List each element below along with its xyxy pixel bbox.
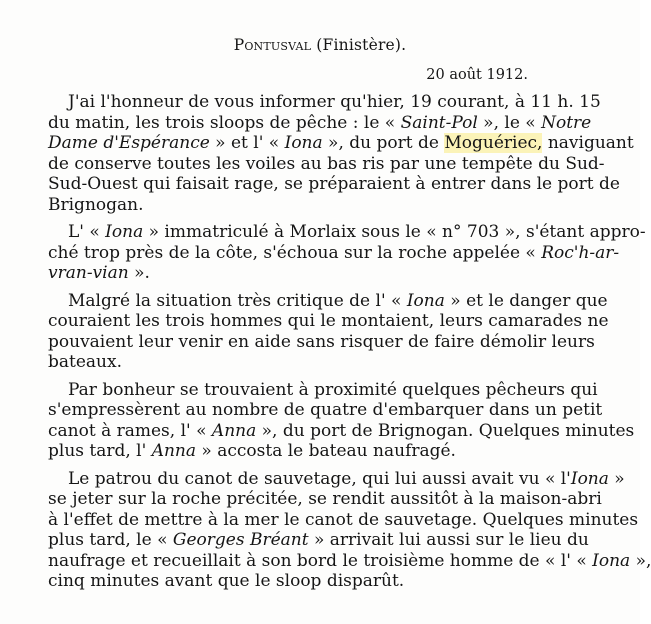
italic-term: Georges Bréant xyxy=(172,530,309,550)
text-line: à l'effet de mettre à la mer le canot de sauvetage. Quelques minutes xyxy=(48,509,639,530)
text-line: plus tard, l' Anna » accosta le bateau naufragé. xyxy=(48,441,456,461)
text-line: vran-vian ». xyxy=(48,263,150,283)
italic-term: Anna xyxy=(151,441,197,461)
text-line: de conserve toutes les voiles au bas ris par une tempête du Sud- xyxy=(48,153,605,174)
text-line: L' « Iona » immatriculé à Morlaix sous le « n° 703 », s'étant appro- xyxy=(68,222,646,242)
paragraph xyxy=(48,222,646,284)
italic-term: Iona xyxy=(592,550,631,571)
paragraph xyxy=(48,468,651,592)
document-heading xyxy=(0,36,640,54)
text-line: Sud-Ouest qui faisait rage, se préparaient à entrer dans le port de xyxy=(48,174,620,194)
italic-term: Notre xyxy=(541,112,592,133)
text-line: cinq minutes avant que le sloop disparût. xyxy=(48,571,405,591)
text-line: naufrage et recueillait à son bord le troisième homme de « l' « Iona », xyxy=(48,550,651,571)
text-line: Le patrou du canot de sauvetage, qui lui aussi avait vu « l'Iona » xyxy=(68,468,625,489)
text-line: se jeter sur la roche précitée, se rendit aussitôt à la maison-abri xyxy=(48,489,602,509)
paragraph xyxy=(48,290,609,373)
heading-place: Pontusval xyxy=(233,36,312,54)
text-line: ché trop près de la côte, s'échoua sur la roche appelée « Roc'h-ar- xyxy=(48,242,620,263)
italic-term: Iona xyxy=(406,290,445,311)
text-line: Dame d'Espérance » et l' « Iona », du port de Moguériec, naviguant xyxy=(48,133,634,153)
text-line: canot à rames, l' « Anna », du port de Brignogan. Quelques minutes xyxy=(48,420,635,441)
italic-term: Iona xyxy=(105,222,144,242)
text-line: Par bonheur se trouvaient à proximité quelques pêcheurs qui xyxy=(68,379,598,400)
italic-term: Iona xyxy=(570,468,609,489)
highlighted-word: Moguériec, xyxy=(444,133,543,153)
text-line: bateaux. xyxy=(48,352,122,372)
text-line: couraient les trois hommes qui le montaient, leurs camarades ne xyxy=(48,311,609,331)
text-line: plus tard, le « Georges Bréant » arrivait lui aussi sur le lieu du xyxy=(48,530,589,550)
text-line: pouvaient leur venir en aide sans risquer de faire démolir leurs xyxy=(48,331,595,352)
text-line: du matin, les trois sloops de pêche : le « Saint-Pol », le « Notre xyxy=(48,112,592,133)
italic-term: Dame d'Espérance xyxy=(48,133,210,153)
heading-region: (Finistère). xyxy=(316,36,407,54)
italic-term: Iona xyxy=(284,133,323,153)
italic-term: Roc'h-ar- xyxy=(541,242,620,263)
document-body xyxy=(48,92,651,599)
paragraph xyxy=(48,379,635,462)
text-line: Brignogan. xyxy=(48,194,144,215)
text-line: s'empressèrent au nombre de quatre d'embarquer dans un petit xyxy=(48,400,603,420)
text-line: J'ai l'honneur de vous informer qu'hier, 19 courant, à 11 h. 15 xyxy=(68,92,601,112)
italic-term: Anna xyxy=(211,420,257,441)
italic-term: vran-vian xyxy=(48,263,129,283)
text-line: Malgré la situation très critique de l' « Iona » et le danger que xyxy=(68,290,608,311)
paragraph xyxy=(48,92,634,215)
document-date: 20 août 1912. xyxy=(426,67,528,83)
italic-term: Saint-Pol xyxy=(400,112,478,133)
